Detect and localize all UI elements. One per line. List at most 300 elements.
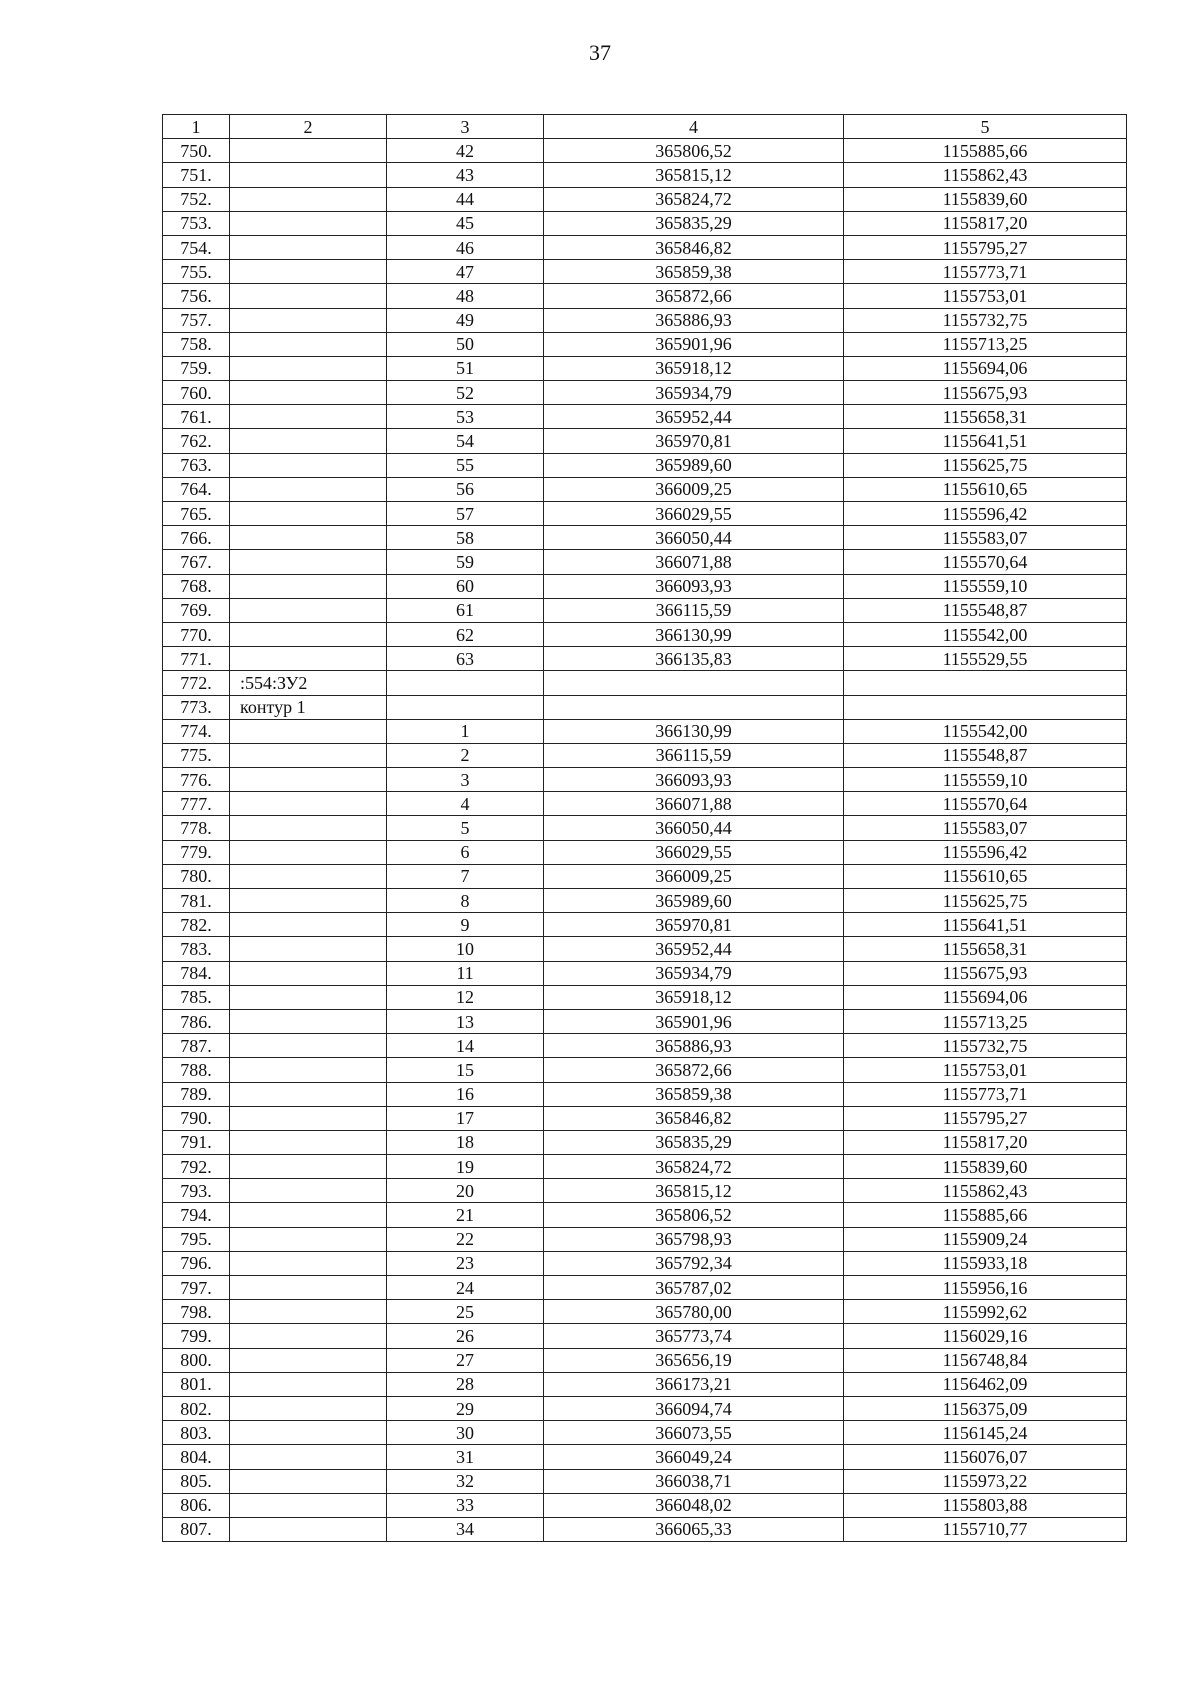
x-coordinate-cell: 366050,44: [544, 526, 844, 550]
row-number-cell: 792.: [163, 1155, 230, 1179]
x-coordinate-cell: 366093,93: [544, 768, 844, 792]
parcel-label-cell: [230, 429, 387, 453]
y-coordinate-cell: 1155548,87: [844, 743, 1127, 767]
parcel-label-cell: [230, 1179, 387, 1203]
row-number-cell: 776.: [163, 768, 230, 792]
table-row: [163, 356, 1127, 380]
table-row: [163, 1372, 1127, 1396]
y-coordinate-cell: 1156462,09: [844, 1372, 1127, 1396]
x-coordinate-cell: 366038,71: [544, 1469, 844, 1493]
table-row: [163, 768, 1127, 792]
table-body: [163, 139, 1127, 1542]
y-coordinate-cell: 1155713,25: [844, 1009, 1127, 1033]
x-coordinate-cell: 365934,79: [544, 961, 844, 985]
table-row: [163, 405, 1127, 429]
point-number-cell: 3: [387, 768, 544, 792]
table-row: [163, 1203, 1127, 1227]
table-row: [163, 1082, 1127, 1106]
table-row: [163, 1251, 1127, 1275]
x-coordinate-cell: 365952,44: [544, 405, 844, 429]
point-number-cell: 1: [387, 719, 544, 743]
y-coordinate-cell: 1155933,18: [844, 1251, 1127, 1275]
table-row: [163, 913, 1127, 937]
x-coordinate-cell: 365970,81: [544, 913, 844, 937]
point-number-cell: 4: [387, 792, 544, 816]
point-number-cell: 11: [387, 961, 544, 985]
row-number-cell: 797.: [163, 1276, 230, 1300]
point-number-cell: 55: [387, 453, 544, 477]
y-coordinate-cell: 1155570,64: [844, 792, 1127, 816]
table-row: [163, 453, 1127, 477]
point-number-cell: 25: [387, 1300, 544, 1324]
table-row: [163, 1493, 1127, 1517]
parcel-label-cell: [230, 235, 387, 259]
row-number-cell: 754.: [163, 235, 230, 259]
x-coordinate-cell: 366071,88: [544, 792, 844, 816]
row-number-cell: 793.: [163, 1179, 230, 1203]
y-coordinate-cell: 1155548,87: [844, 598, 1127, 622]
y-coordinate-cell: 1155862,43: [844, 1179, 1127, 1203]
point-number-cell: [387, 671, 544, 695]
parcel-label-cell: [230, 332, 387, 356]
table-row: [163, 1396, 1127, 1420]
x-coordinate-cell: 366009,25: [544, 477, 844, 501]
x-coordinate-cell: 366135,83: [544, 647, 844, 671]
row-number-cell: 757.: [163, 308, 230, 332]
page-number: 37: [589, 40, 611, 65]
point-number-cell: 20: [387, 1179, 544, 1203]
row-number-cell: 791.: [163, 1130, 230, 1154]
row-number-cell: 761.: [163, 405, 230, 429]
row-number-cell: 778.: [163, 816, 230, 840]
parcel-label-cell: [230, 381, 387, 405]
x-coordinate-cell: 365859,38: [544, 260, 844, 284]
point-number-cell: 57: [387, 502, 544, 526]
table-row: [163, 1155, 1127, 1179]
parcel-label-cell: [230, 743, 387, 767]
x-coordinate-cell: 365792,34: [544, 1251, 844, 1275]
row-number-cell: 784.: [163, 961, 230, 985]
table-row: [163, 695, 1127, 719]
y-coordinate-cell: 1155694,06: [844, 985, 1127, 1009]
point-number-cell: 16: [387, 1082, 544, 1106]
row-number-cell: 773.: [163, 695, 230, 719]
parcel-label-cell: [230, 1348, 387, 1372]
table-row: [163, 840, 1127, 864]
parcel-label-cell: [230, 864, 387, 888]
y-coordinate-cell: 1155732,75: [844, 308, 1127, 332]
y-coordinate-cell: 1155596,42: [844, 840, 1127, 864]
point-number-cell: 47: [387, 260, 544, 284]
y-coordinate-cell: 1155570,64: [844, 550, 1127, 574]
y-coordinate-cell: 1156076,07: [844, 1445, 1127, 1469]
row-number-cell: 800.: [163, 1348, 230, 1372]
row-number-cell: 781.: [163, 889, 230, 913]
parcel-label-cell: [230, 1324, 387, 1348]
y-coordinate-cell: 1155992,62: [844, 1300, 1127, 1324]
column-header-2: 2: [230, 115, 387, 139]
point-number-cell: 52: [387, 381, 544, 405]
table-row: [163, 1034, 1127, 1058]
point-number-cell: 53: [387, 405, 544, 429]
row-number-cell: 783.: [163, 937, 230, 961]
table-row: [163, 889, 1127, 913]
point-number-cell: 50: [387, 332, 544, 356]
parcel-label-cell: [230, 502, 387, 526]
parcel-label-cell: [230, 647, 387, 671]
table-row: [163, 235, 1127, 259]
y-coordinate-cell: 1155732,75: [844, 1034, 1127, 1058]
point-number-cell: 34: [387, 1517, 544, 1541]
parcel-label-cell: [230, 1203, 387, 1227]
parcel-label-cell: [230, 284, 387, 308]
parcel-label-cell: [230, 1493, 387, 1517]
parcel-label-cell: [230, 1372, 387, 1396]
x-coordinate-cell: 365815,12: [544, 1179, 844, 1203]
y-coordinate-cell: 1155885,66: [844, 1203, 1127, 1227]
x-coordinate-cell: 365872,66: [544, 284, 844, 308]
parcel-label-cell: [230, 1276, 387, 1300]
x-coordinate-cell: 366093,93: [544, 574, 844, 598]
y-coordinate-cell: 1155956,16: [844, 1276, 1127, 1300]
x-coordinate-cell: 365824,72: [544, 1155, 844, 1179]
x-coordinate-cell: 366094,74: [544, 1396, 844, 1420]
parcel-label-cell: [230, 356, 387, 380]
table-row: [163, 961, 1127, 985]
row-number-cell: 794.: [163, 1203, 230, 1227]
point-number-cell: 8: [387, 889, 544, 913]
table-row: [163, 622, 1127, 646]
y-coordinate-cell: 1155610,65: [844, 864, 1127, 888]
point-number-cell: 48: [387, 284, 544, 308]
y-coordinate-cell: 1155773,71: [844, 260, 1127, 284]
row-number-cell: 763.: [163, 453, 230, 477]
x-coordinate-cell: 366048,02: [544, 1493, 844, 1517]
y-coordinate-cell: 1155583,07: [844, 526, 1127, 550]
parcel-label-cell: [230, 1130, 387, 1154]
row-number-cell: 769.: [163, 598, 230, 622]
y-coordinate-cell: 1155753,01: [844, 1058, 1127, 1082]
x-coordinate-cell: 365859,38: [544, 1082, 844, 1106]
point-number-cell: 2: [387, 743, 544, 767]
point-number-cell: 6: [387, 840, 544, 864]
x-coordinate-cell: 365806,52: [544, 139, 844, 163]
row-number-cell: 751.: [163, 163, 230, 187]
row-number-cell: 765.: [163, 502, 230, 526]
y-coordinate-cell: 1155542,00: [844, 719, 1127, 743]
x-coordinate-cell: 365989,60: [544, 453, 844, 477]
parcel-label-cell: [230, 1082, 387, 1106]
point-number-cell: 30: [387, 1421, 544, 1445]
table-row: [163, 429, 1127, 453]
point-number-cell: 22: [387, 1227, 544, 1251]
table-row: [163, 1106, 1127, 1130]
parcel-label-cell: [230, 1421, 387, 1445]
x-coordinate-cell: 365886,93: [544, 1034, 844, 1058]
x-coordinate-cell: 366173,21: [544, 1372, 844, 1396]
point-number-cell: 23: [387, 1251, 544, 1275]
parcel-label-cell: [230, 622, 387, 646]
table-row: [163, 477, 1127, 501]
point-number-cell: 24: [387, 1276, 544, 1300]
row-number-cell: 752.: [163, 187, 230, 211]
point-number-cell: 26: [387, 1324, 544, 1348]
point-number-cell: 14: [387, 1034, 544, 1058]
row-number-cell: 767.: [163, 550, 230, 574]
table-row: [163, 937, 1127, 961]
table-row: [163, 1517, 1127, 1541]
table-row: [163, 332, 1127, 356]
row-number-cell: 799.: [163, 1324, 230, 1348]
row-number-cell: 750.: [163, 139, 230, 163]
parcel-label-cell: [230, 1227, 387, 1251]
y-coordinate-cell: 1155583,07: [844, 816, 1127, 840]
point-number-cell: 54: [387, 429, 544, 453]
point-number-cell: 5: [387, 816, 544, 840]
point-number-cell: 49: [387, 308, 544, 332]
y-coordinate-cell: 1155839,60: [844, 187, 1127, 211]
parcel-label-cell: [230, 889, 387, 913]
table-header-row: [163, 115, 1127, 139]
parcel-label-cell: контур 1: [230, 695, 387, 719]
table-row: [163, 671, 1127, 695]
point-number-cell: 9: [387, 913, 544, 937]
y-coordinate-cell: 1156145,24: [844, 1421, 1127, 1445]
y-coordinate-cell: 1155641,51: [844, 429, 1127, 453]
point-number-cell: 21: [387, 1203, 544, 1227]
table-row: [163, 985, 1127, 1009]
y-coordinate-cell: 1156375,09: [844, 1396, 1127, 1420]
parcel-label-cell: [230, 1445, 387, 1469]
x-coordinate-cell: 365815,12: [544, 163, 844, 187]
table-row: [163, 743, 1127, 767]
table-row: [163, 1276, 1127, 1300]
y-coordinate-cell: 1155675,93: [844, 961, 1127, 985]
x-coordinate-cell: 365901,96: [544, 1009, 844, 1033]
x-coordinate-cell: 366130,99: [544, 719, 844, 743]
row-number-cell: 805.: [163, 1469, 230, 1493]
x-coordinate-cell: 365824,72: [544, 187, 844, 211]
table-row: [163, 308, 1127, 332]
table-row: [163, 816, 1127, 840]
column-header-5: 5: [844, 115, 1127, 139]
x-coordinate-cell: [544, 671, 844, 695]
x-coordinate-cell: 365952,44: [544, 937, 844, 961]
row-number-cell: 762.: [163, 429, 230, 453]
point-number-cell: 44: [387, 187, 544, 211]
parcel-label-cell: [230, 840, 387, 864]
row-number-cell: 782.: [163, 913, 230, 937]
y-coordinate-cell: 1155803,88: [844, 1493, 1127, 1517]
row-number-cell: 756.: [163, 284, 230, 308]
row-number-cell: 758.: [163, 332, 230, 356]
parcel-label-cell: [230, 1009, 387, 1033]
point-number-cell: 19: [387, 1155, 544, 1179]
y-coordinate-cell: 1155641,51: [844, 913, 1127, 937]
table-row: [163, 1421, 1127, 1445]
row-number-cell: 788.: [163, 1058, 230, 1082]
y-coordinate-cell: 1155839,60: [844, 1155, 1127, 1179]
x-coordinate-cell: 365780,00: [544, 1300, 844, 1324]
x-coordinate-cell: 365918,12: [544, 985, 844, 1009]
row-number-cell: 779.: [163, 840, 230, 864]
parcel-label-cell: [230, 913, 387, 937]
y-coordinate-cell: 1155973,22: [844, 1469, 1127, 1493]
point-number-cell: 59: [387, 550, 544, 574]
table-row: [163, 187, 1127, 211]
table-row: [163, 1469, 1127, 1493]
column-header-3: 3: [387, 115, 544, 139]
table-row: [163, 598, 1127, 622]
y-coordinate-cell: 1155542,00: [844, 622, 1127, 646]
point-number-cell: 29: [387, 1396, 544, 1420]
parcel-label-cell: [230, 187, 387, 211]
x-coordinate-cell: 366049,24: [544, 1445, 844, 1469]
row-number-cell: 786.: [163, 1009, 230, 1033]
parcel-label-cell: [230, 1469, 387, 1493]
x-coordinate-cell: [544, 695, 844, 719]
point-number-cell: 58: [387, 526, 544, 550]
table-row: [163, 284, 1127, 308]
x-coordinate-cell: 365787,02: [544, 1276, 844, 1300]
y-coordinate-cell: 1155658,31: [844, 405, 1127, 429]
parcel-label-cell: [230, 1034, 387, 1058]
coordinates-table: [162, 114, 1127, 1542]
table-row: [163, 502, 1127, 526]
y-coordinate-cell: 1155596,42: [844, 502, 1127, 526]
parcel-label-cell: [230, 163, 387, 187]
x-coordinate-cell: 365872,66: [544, 1058, 844, 1082]
x-coordinate-cell: 365886,93: [544, 308, 844, 332]
x-coordinate-cell: 366073,55: [544, 1421, 844, 1445]
table-row: [163, 381, 1127, 405]
row-number-cell: 775.: [163, 743, 230, 767]
row-number-cell: 766.: [163, 526, 230, 550]
y-coordinate-cell: 1155625,75: [844, 889, 1127, 913]
column-header-1: 1: [163, 115, 230, 139]
row-number-cell: 798.: [163, 1300, 230, 1324]
row-number-cell: 785.: [163, 985, 230, 1009]
parcel-label-cell: [230, 792, 387, 816]
y-coordinate-cell: 1155795,27: [844, 235, 1127, 259]
point-number-cell: 7: [387, 864, 544, 888]
table-row: [163, 211, 1127, 235]
parcel-label-cell: [230, 985, 387, 1009]
row-number-cell: 777.: [163, 792, 230, 816]
x-coordinate-cell: 366130,99: [544, 622, 844, 646]
y-coordinate-cell: 1155710,77: [844, 1517, 1127, 1541]
y-coordinate-cell: 1155559,10: [844, 574, 1127, 598]
table-row: [163, 550, 1127, 574]
parcel-label-cell: [230, 139, 387, 163]
table-row: [163, 1445, 1127, 1469]
y-coordinate-cell: 1155675,93: [844, 381, 1127, 405]
parcel-label-cell: [230, 211, 387, 235]
x-coordinate-cell: 366115,59: [544, 598, 844, 622]
point-number-cell: 32: [387, 1469, 544, 1493]
x-coordinate-cell: 365798,93: [544, 1227, 844, 1251]
parcel-label-cell: [230, 477, 387, 501]
point-number-cell: 46: [387, 235, 544, 259]
y-coordinate-cell: 1155817,20: [844, 1130, 1127, 1154]
y-coordinate-cell: 1156029,16: [844, 1324, 1127, 1348]
parcel-label-cell: [230, 768, 387, 792]
x-coordinate-cell: 365846,82: [544, 235, 844, 259]
point-number-cell: 62: [387, 622, 544, 646]
x-coordinate-cell: 365835,29: [544, 1130, 844, 1154]
table-row: [163, 526, 1127, 550]
parcel-label-cell: [230, 405, 387, 429]
point-number-cell: 27: [387, 1348, 544, 1372]
table-row: [163, 792, 1127, 816]
row-number-cell: 780.: [163, 864, 230, 888]
row-number-cell: 807.: [163, 1517, 230, 1541]
point-number-cell: 45: [387, 211, 544, 235]
point-number-cell: 10: [387, 937, 544, 961]
x-coordinate-cell: 366009,25: [544, 864, 844, 888]
table-row: [163, 163, 1127, 187]
y-coordinate-cell: 1155817,20: [844, 211, 1127, 235]
point-number-cell: 43: [387, 163, 544, 187]
x-coordinate-cell: 365835,29: [544, 211, 844, 235]
row-number-cell: 770.: [163, 622, 230, 646]
table-row: [163, 1300, 1127, 1324]
x-coordinate-cell: 365918,12: [544, 356, 844, 380]
row-number-cell: 801.: [163, 1372, 230, 1396]
parcel-label-cell: [230, 574, 387, 598]
point-number-cell: 33: [387, 1493, 544, 1517]
y-coordinate-cell: 1155610,65: [844, 477, 1127, 501]
point-number-cell: 56: [387, 477, 544, 501]
parcel-label-cell: [230, 937, 387, 961]
x-coordinate-cell: 365773,74: [544, 1324, 844, 1348]
row-number-cell: 795.: [163, 1227, 230, 1251]
y-coordinate-cell: 1155753,01: [844, 284, 1127, 308]
parcel-label-cell: [230, 1300, 387, 1324]
row-number-cell: 806.: [163, 1493, 230, 1517]
point-number-cell: 51: [387, 356, 544, 380]
table-row: [163, 1324, 1127, 1348]
parcel-label-cell: [230, 1155, 387, 1179]
point-number-cell: 18: [387, 1130, 544, 1154]
parcel-label-cell: [230, 816, 387, 840]
point-number-cell: 28: [387, 1372, 544, 1396]
x-coordinate-cell: 365934,79: [544, 381, 844, 405]
y-coordinate-cell: 1155795,27: [844, 1106, 1127, 1130]
point-number-cell: 15: [387, 1058, 544, 1082]
parcel-label-cell: [230, 1517, 387, 1541]
parcel-label-cell: [230, 961, 387, 985]
y-coordinate-cell: 1155862,43: [844, 163, 1127, 187]
parcel-label-cell: [230, 260, 387, 284]
y-coordinate-cell: 1155559,10: [844, 768, 1127, 792]
x-coordinate-cell: 365989,60: [544, 889, 844, 913]
table-row: [163, 139, 1127, 163]
point-number-cell: 60: [387, 574, 544, 598]
y-coordinate-cell: 1155773,71: [844, 1082, 1127, 1106]
parcel-label-cell: :554:ЗУ2: [230, 671, 387, 695]
table-row: [163, 1227, 1127, 1251]
point-number-cell: 61: [387, 598, 544, 622]
table-row: [163, 1348, 1127, 1372]
parcel-label-cell: [230, 1058, 387, 1082]
x-coordinate-cell: 366071,88: [544, 550, 844, 574]
x-coordinate-cell: 366065,33: [544, 1517, 844, 1541]
table-row: [163, 1009, 1127, 1033]
row-number-cell: 774.: [163, 719, 230, 743]
y-coordinate-cell: 1155658,31: [844, 937, 1127, 961]
row-number-cell: 760.: [163, 381, 230, 405]
